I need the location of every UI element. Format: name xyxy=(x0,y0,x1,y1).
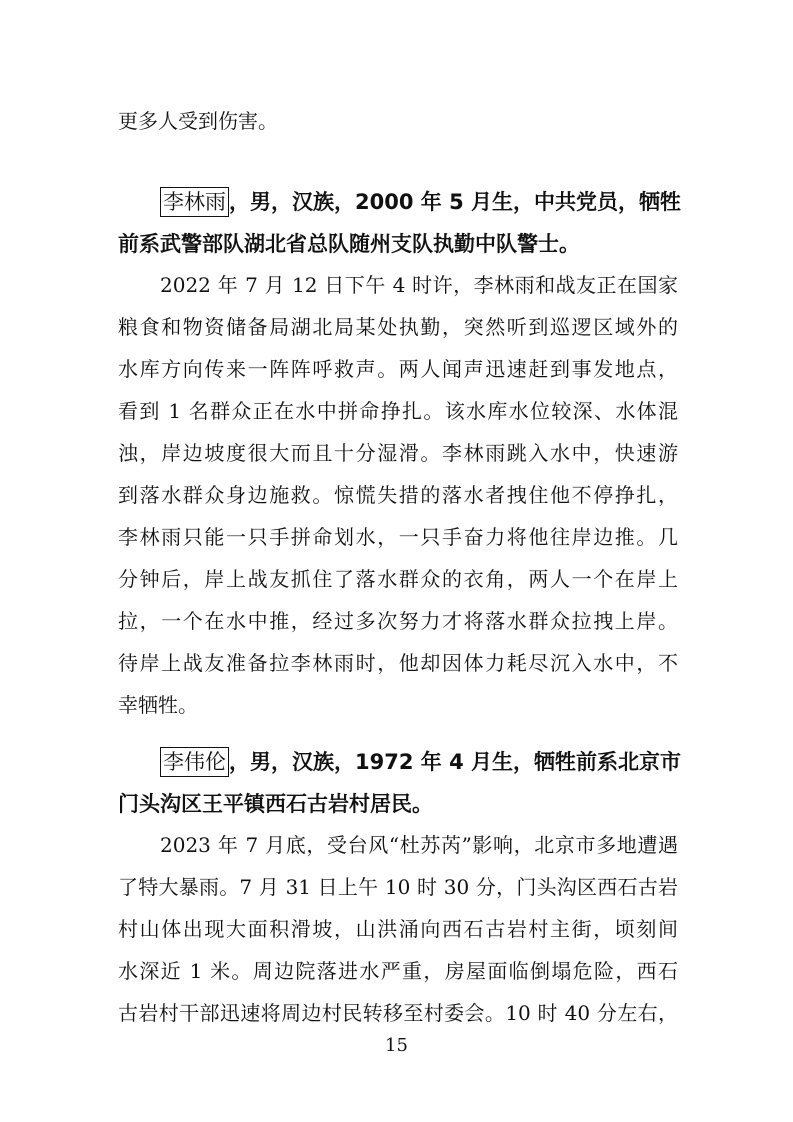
section1-text-line: 分钟后，岸上战友抓住了落水群众的衣角，两人一个在岸上 xyxy=(118,567,678,591)
section1-heading-rest: ，男，汉族，2000 年 5 月生，中共党员，牺牲 xyxy=(229,190,681,214)
section2-heading-rest: ，男，汉族，1972 年 4 月生，牺牲前系北京市 xyxy=(229,750,681,774)
section1-text-line: 到落水群众身边施救。惊慌失措的落水者拽住他不停挣扎， xyxy=(118,483,678,507)
section1-text-line: 拉，一个在水中推，经过多次努力才将落水群众拉拽上岸。 xyxy=(118,609,678,633)
intro-line: 更多人受到伤害。 xyxy=(118,109,278,133)
section2-text-line: 水深近 1 米。周边院落进水严重，房屋面临倒塌危险，西石 xyxy=(118,959,678,983)
section1-text-line: 李林雨只能一只手拼命划水，一只手奋力将他往岸边推。几 xyxy=(118,525,678,549)
section1-name-box: 李林雨 xyxy=(160,187,229,217)
section1-text-line: 2022 年 7 月 12 日下午 4 时许，李林雨和战友正在国家 xyxy=(160,273,678,297)
section2-name-box: 李伟伦 xyxy=(160,747,229,777)
section1-text-line: 水库方向传来一阵阵呼救声。两人闻声迅速赶到事发地点， xyxy=(118,357,678,381)
section2-text-line: 古岩村干部迅速将周边村民转移至村委会。10 时 40 分左右， xyxy=(118,1001,678,1025)
section1-heading-line2: 前系武警部队湖北省总队随州支队执勤中队警士。 xyxy=(118,232,580,256)
section1-heading-line1 xyxy=(160,186,681,218)
section2-text-line: 了特大暴雨。7 月 31 日上午 10 时 30 分，门头沟区西石古岩 xyxy=(118,875,678,899)
section2-heading-line1 xyxy=(160,746,681,778)
section1-text-line: 待岸上战友准备拉李林雨时，他却因体力耗尽沉入水中，不 xyxy=(118,651,678,675)
section1-text-line: 看到 1 名群众正在水中拼命挣扎。该水库水位较深、水体混 xyxy=(118,399,678,423)
section1-text-line: 粮食和物资储备局湖北局某处执勤，突然听到巡逻区域外的 xyxy=(118,315,678,339)
section2-heading-line2: 门头沟区王平镇西石古岩村居民。 xyxy=(118,792,433,816)
section1-text-line: 浊，岸边坡度很大而且十分湿滑。李林雨跳入水中，快速游 xyxy=(118,441,678,465)
section1-text-line: 幸牺牲。 xyxy=(118,693,198,717)
section2-text-line: 2023 年 7 月底，受台风“杜苏芮”影响，北京市多地遭遇 xyxy=(160,833,678,857)
section2-text-line: 村山体出现大面积滑坡，山洪涌向西石古岩村主街，顷刻间 xyxy=(118,917,678,941)
page-number: 15 xyxy=(385,1035,408,1056)
